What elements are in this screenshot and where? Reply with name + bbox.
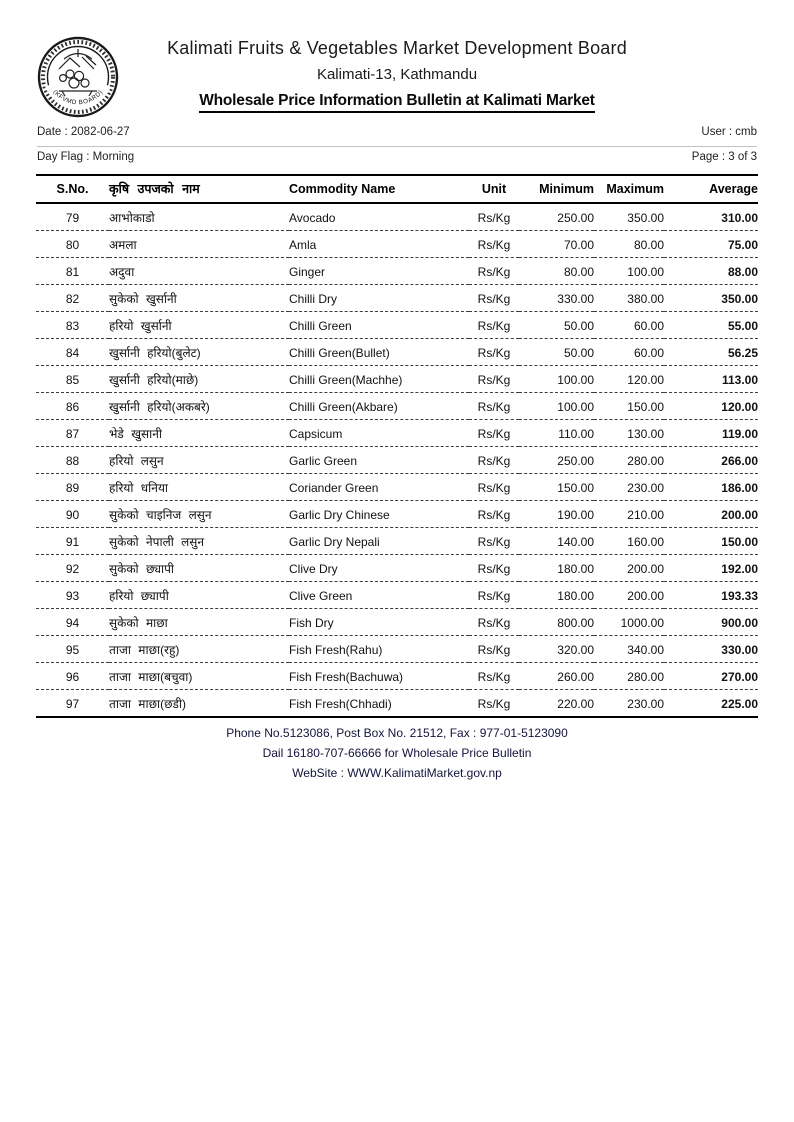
header-row bbox=[36, 175, 758, 203]
cell-maximum: 380.00 bbox=[594, 285, 664, 312]
cell-unit: Rs/Kg bbox=[469, 501, 519, 528]
cell-commodity-name: Fish Fresh(Bachuwa) bbox=[289, 663, 469, 690]
table-row bbox=[36, 366, 758, 393]
document-header bbox=[0, 0, 794, 113]
cell-commodity-name: Fish Fresh(Rahu) bbox=[289, 636, 469, 663]
meta-row-dayflag bbox=[37, 151, 757, 168]
cell-maximum: 100.00 bbox=[594, 258, 664, 285]
col-header-sno: S.No. bbox=[36, 175, 109, 203]
cell-average: 330.00 bbox=[664, 636, 758, 663]
cell-sno: 80 bbox=[36, 231, 109, 258]
cell-unit: Rs/Kg bbox=[469, 366, 519, 393]
org-seal-logo bbox=[37, 36, 119, 118]
col-header-commodity-name: Commodity Name bbox=[289, 175, 469, 203]
cell-unit: Rs/Kg bbox=[469, 285, 519, 312]
cell-commodity-name: Clive Green bbox=[289, 582, 469, 609]
cell-sno: 97 bbox=[36, 690, 109, 718]
cell-maximum: 350.00 bbox=[594, 203, 664, 231]
cell-maximum: 340.00 bbox=[594, 636, 664, 663]
user-label: User : cmb bbox=[701, 126, 757, 138]
cell-minimum: 800.00 bbox=[519, 609, 594, 636]
cell-minimum: 180.00 bbox=[519, 582, 594, 609]
cell-commodity-name: Garlic Green bbox=[289, 447, 469, 474]
cell-nepali-name: सुकेको नेपाली लसुन bbox=[109, 528, 289, 555]
table-row bbox=[36, 528, 758, 555]
cell-sno: 93 bbox=[36, 582, 109, 609]
table-row bbox=[36, 231, 758, 258]
cell-minimum: 100.00 bbox=[519, 366, 594, 393]
cell-average: 200.00 bbox=[664, 501, 758, 528]
cell-nepali-name: सुकेको छ्यापी bbox=[109, 555, 289, 582]
cell-unit: Rs/Kg bbox=[469, 231, 519, 258]
cell-commodity-name: Chilli Green(Machhe) bbox=[289, 366, 469, 393]
meta-row-date bbox=[37, 126, 757, 143]
cell-nepali-name: हरियो खुर्सानी bbox=[109, 312, 289, 339]
cell-minimum: 250.00 bbox=[519, 203, 594, 231]
price-table-header bbox=[36, 175, 758, 203]
cell-commodity-name: Capsicum bbox=[289, 420, 469, 447]
footer-dial-line: Dail 16180-707-66666 for Wholesale Price Bulletin bbox=[262, 746, 532, 760]
meta-divider bbox=[37, 146, 757, 147]
cell-unit: Rs/Kg bbox=[469, 474, 519, 501]
cell-nepali-name: ताजा माछा(बचुवा) bbox=[109, 663, 289, 690]
cell-maximum: 130.00 bbox=[594, 420, 664, 447]
cell-nepali-name: सुकेको चाइनिज लसुन bbox=[109, 501, 289, 528]
price-table-body bbox=[36, 203, 758, 717]
cell-maximum: 200.00 bbox=[594, 555, 664, 582]
cell-sno: 91 bbox=[36, 528, 109, 555]
cell-maximum: 280.00 bbox=[594, 663, 664, 690]
cell-commodity-name: Chilli Green(Bullet) bbox=[289, 339, 469, 366]
cell-minimum: 70.00 bbox=[519, 231, 594, 258]
cell-commodity-name: Avocado bbox=[289, 203, 469, 231]
cell-maximum: 210.00 bbox=[594, 501, 664, 528]
table-row bbox=[36, 609, 758, 636]
cell-minimum: 80.00 bbox=[519, 258, 594, 285]
cell-average: 56.25 bbox=[664, 339, 758, 366]
cell-unit: Rs/Kg bbox=[469, 555, 519, 582]
table-row bbox=[36, 636, 758, 663]
cell-nepali-name: हरियो लसुन bbox=[109, 447, 289, 474]
cell-nepali-name: ताजा माछा(रहु) bbox=[109, 636, 289, 663]
table-row bbox=[36, 555, 758, 582]
date-label: Date : 2082-06-27 bbox=[37, 126, 130, 138]
cell-commodity-name: Garlic Dry Nepali bbox=[289, 528, 469, 555]
cell-sno: 90 bbox=[36, 501, 109, 528]
cell-nepali-name: सुकेको माछा bbox=[109, 609, 289, 636]
cell-average: 192.00 bbox=[664, 555, 758, 582]
meta-section bbox=[37, 126, 757, 168]
cell-minimum: 100.00 bbox=[519, 393, 594, 420]
cell-average: 75.00 bbox=[664, 231, 758, 258]
cell-minimum: 330.00 bbox=[519, 285, 594, 312]
table-row bbox=[36, 582, 758, 609]
cell-commodity-name: Ginger bbox=[289, 258, 469, 285]
cell-nepali-name: ताजा माछा(छडी) bbox=[109, 690, 289, 718]
table-row bbox=[36, 447, 758, 474]
table-row bbox=[36, 420, 758, 447]
cell-commodity-name: Coriander Green bbox=[289, 474, 469, 501]
cell-average: 266.00 bbox=[664, 447, 758, 474]
table-row bbox=[36, 393, 758, 420]
cell-sno: 96 bbox=[36, 663, 109, 690]
cell-minimum: 250.00 bbox=[519, 447, 594, 474]
table-row bbox=[36, 203, 758, 231]
cell-average: 88.00 bbox=[664, 258, 758, 285]
cell-nepali-name: आभोकाडो bbox=[109, 203, 289, 231]
cell-unit: Rs/Kg bbox=[469, 582, 519, 609]
cell-minimum: 140.00 bbox=[519, 528, 594, 555]
cell-commodity-name: Chilli Green(Akbare) bbox=[289, 393, 469, 420]
cell-unit: Rs/Kg bbox=[469, 203, 519, 231]
seal-illustration bbox=[59, 49, 97, 96]
cell-average: 900.00 bbox=[664, 609, 758, 636]
cell-unit: Rs/Kg bbox=[469, 663, 519, 690]
cell-maximum: 60.00 bbox=[594, 339, 664, 366]
cell-maximum: 230.00 bbox=[594, 690, 664, 718]
cell-unit: Rs/Kg bbox=[469, 393, 519, 420]
cell-nepali-name: अमला bbox=[109, 231, 289, 258]
cell-sno: 85 bbox=[36, 366, 109, 393]
document-footer bbox=[0, 723, 794, 783]
cell-commodity-name: Fish Fresh(Chhadi) bbox=[289, 690, 469, 718]
cell-unit: Rs/Kg bbox=[469, 312, 519, 339]
cell-maximum: 160.00 bbox=[594, 528, 664, 555]
cell-sno: 92 bbox=[36, 555, 109, 582]
cell-sno: 81 bbox=[36, 258, 109, 285]
cell-minimum: 220.00 bbox=[519, 690, 594, 718]
cell-nepali-name: अदुवा bbox=[109, 258, 289, 285]
cell-sno: 94 bbox=[36, 609, 109, 636]
cell-maximum: 280.00 bbox=[594, 447, 664, 474]
cell-maximum: 60.00 bbox=[594, 312, 664, 339]
cell-sno: 83 bbox=[36, 312, 109, 339]
cell-average: 225.00 bbox=[664, 690, 758, 718]
cell-minimum: 50.00 bbox=[519, 339, 594, 366]
table-row bbox=[36, 474, 758, 501]
table-row bbox=[36, 690, 758, 718]
cell-commodity-name: Chilli Green bbox=[289, 312, 469, 339]
cell-nepali-name: सुकेको खुर्सानी bbox=[109, 285, 289, 312]
col-header-unit: Unit bbox=[469, 175, 519, 203]
cell-minimum: 150.00 bbox=[519, 474, 594, 501]
cell-minimum: 180.00 bbox=[519, 555, 594, 582]
cell-commodity-name: Clive Dry bbox=[289, 555, 469, 582]
col-header-maximum: Maximum bbox=[594, 175, 664, 203]
cell-maximum: 120.00 bbox=[594, 366, 664, 393]
cell-commodity-name: Amla bbox=[289, 231, 469, 258]
cell-unit: Rs/Kg bbox=[469, 420, 519, 447]
table-row bbox=[36, 312, 758, 339]
col-header-nepali-name: कृषि उपजको नाम bbox=[109, 175, 289, 203]
cell-nepali-name: भेडे खुसानी bbox=[109, 420, 289, 447]
cell-maximum: 1000.00 bbox=[594, 609, 664, 636]
cell-average: 120.00 bbox=[664, 393, 758, 420]
cell-unit: Rs/Kg bbox=[469, 447, 519, 474]
table-row bbox=[36, 285, 758, 312]
cell-unit: Rs/Kg bbox=[469, 690, 519, 718]
cell-average: 55.00 bbox=[664, 312, 758, 339]
cell-nepali-name: हरियो धनिया bbox=[109, 474, 289, 501]
cell-minimum: 190.00 bbox=[519, 501, 594, 528]
cell-maximum: 150.00 bbox=[594, 393, 664, 420]
cell-maximum: 80.00 bbox=[594, 231, 664, 258]
cell-average: 193.33 bbox=[664, 582, 758, 609]
cell-maximum: 200.00 bbox=[594, 582, 664, 609]
price-table bbox=[36, 174, 758, 718]
day-flag-label: Day Flag : Morning bbox=[37, 151, 135, 163]
col-header-average: Average bbox=[664, 175, 758, 203]
cell-commodity-name: Fish Dry bbox=[289, 609, 469, 636]
table-row bbox=[36, 258, 758, 285]
cell-sno: 88 bbox=[36, 447, 109, 474]
cell-sno: 79 bbox=[36, 203, 109, 231]
cell-nepali-name: हरियो छ्यापी bbox=[109, 582, 289, 609]
cell-minimum: 320.00 bbox=[519, 636, 594, 663]
cell-average: 113.00 bbox=[664, 366, 758, 393]
cell-average: 186.00 bbox=[664, 474, 758, 501]
table-row bbox=[36, 501, 758, 528]
cell-sno: 95 bbox=[36, 636, 109, 663]
bulletin-title: Wholesale Price Information Bulletin at Kalimati Market bbox=[199, 92, 595, 113]
footer-contact-line: Phone No.5123086, Post Box No. 21512, Fax : 977-01-5123090 bbox=[226, 726, 568, 740]
cell-average: 350.00 bbox=[664, 285, 758, 312]
cell-nepali-name: खुर्सानी हरियो(अकबरे) bbox=[109, 393, 289, 420]
cell-minimum: 50.00 bbox=[519, 312, 594, 339]
cell-average: 310.00 bbox=[664, 203, 758, 231]
cell-maximum: 230.00 bbox=[594, 474, 664, 501]
cell-unit: Rs/Kg bbox=[469, 528, 519, 555]
cell-nepali-name: खुर्सानी हरियो(बुलेट) bbox=[109, 339, 289, 366]
cell-sno: 82 bbox=[36, 285, 109, 312]
org-address: Kalimati-13, Kathmandu bbox=[316, 66, 478, 83]
cell-average: 119.00 bbox=[664, 420, 758, 447]
table-row bbox=[36, 339, 758, 366]
cell-sno: 84 bbox=[36, 339, 109, 366]
cell-minimum: 110.00 bbox=[519, 420, 594, 447]
cell-commodity-name: Chilli Dry bbox=[289, 285, 469, 312]
cell-minimum: 260.00 bbox=[519, 663, 594, 690]
table-row bbox=[36, 663, 758, 690]
cell-sno: 87 bbox=[36, 420, 109, 447]
col-header-minimum: Minimum bbox=[519, 175, 594, 203]
cell-average: 270.00 bbox=[664, 663, 758, 690]
cell-unit: Rs/Kg bbox=[469, 258, 519, 285]
cell-sno: 89 bbox=[36, 474, 109, 501]
cell-nepali-name: खुर्सानी हरियो(माछे) bbox=[109, 366, 289, 393]
cell-unit: Rs/Kg bbox=[469, 636, 519, 663]
cell-commodity-name: Garlic Dry Chinese bbox=[289, 501, 469, 528]
page-number-label: Page : 3 of 3 bbox=[691, 151, 757, 163]
cell-unit: Rs/Kg bbox=[469, 609, 519, 636]
cell-average: 150.00 bbox=[664, 528, 758, 555]
footer-website-line: WebSite : WWW.KalimatiMarket.gov.np bbox=[292, 766, 502, 780]
cell-unit: Rs/Kg bbox=[469, 339, 519, 366]
cell-sno: 86 bbox=[36, 393, 109, 420]
seal-band-text: (KFVMD BOARD) bbox=[51, 88, 105, 107]
org-name-title: Kalimati Fruits & Vegetables Market Development Board bbox=[167, 38, 627, 58]
